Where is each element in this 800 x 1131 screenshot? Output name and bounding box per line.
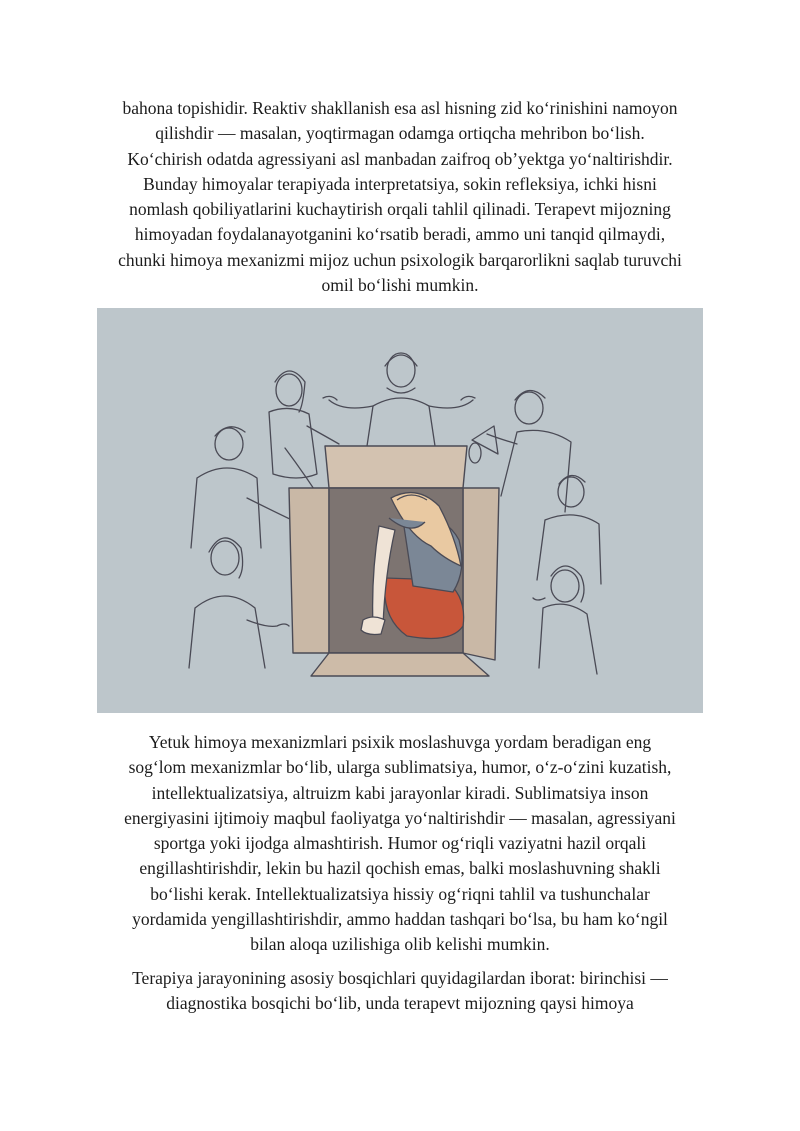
text-line: bilan aloqa uzilishiga olib kelishi mumkin. [250,934,550,955]
text-line: qilishdir — masalan, yoqtirmagan odamga ortiqcha mehribon bo‘lish. [155,123,645,144]
text-line: yordamida yengillashtirishdir, ammo haddan tashqari bo‘lsa, bu ham ko‘ngil [132,909,668,930]
text-line: chunki himoya mexanizmi mijoz uchun psixologik barqarorlikni saqlab turuvchi [118,249,682,270]
illustration-svg [97,308,703,713]
text-line: bo‘lishi kerak. Intellektualizatsiya hissiy og‘riqni tahlil va tushunchalar [150,883,650,904]
text-line: nomlash qobiliyatlarini kuchaytirish orqali tahlil qilinadi. Terapevt mijozning [129,199,671,220]
text-line: Bunday himoyalar terapiyada interpretatsiya, sokin refleksiya, ichki hisni [143,173,657,194]
text-line: sog‘lom mexanizmlar bo‘lib, ularga sublimatsiya, humor, o‘z-o‘zini kuzatish, [128,757,672,778]
paragraph-mature-defenses [96,730,704,958]
paragraph-defense-interpretation [96,96,704,298]
illustration-girl-in-box [97,308,703,713]
text-line: himoyadan foydalanayotganini ko‘rsatib beradi, ammo uni tanqid qilmaydi, [134,224,666,245]
text-line: diagnostika bosqichi bo‘lib, unda terapevt mijozning qaysi himoya [166,993,634,1014]
text-line: sportga yoki ijodga almashtirish. Humor og‘riqli vaziyatni hazil orqali [153,833,647,854]
text-line: omil bo‘lishi mumkin. [321,275,479,296]
text-line: Terapiya jarayonining asosiy bosqichlari quyidagilardan iborat: birinchisi — [132,968,668,988]
text-line: Yetuk himoya mexanizmlari psixik moslashuvga yordam beradigan eng [148,732,652,752]
text-line: Ko‘chirish odatda agressiyani asl manbadan zaifroq ob’yektga yo‘naltirishdir. [127,148,673,169]
text-line: energiyasini ijtimoiy maqbul faoliyatga yo‘naltirishdir — masalan, agressiyani [124,807,676,828]
text-line: engillashtirishdir, lekin bu hazil qochish emas, balki moslashuvning shakli [139,858,661,879]
text-line: intellektualizatsiya, altruizm kabi jarayonlar kiradi. Sublimatsiya inson [151,782,649,803]
text-line: bahona topishidir. Reaktiv shakllanish esa asl hisning zid ko‘rinishini namoyon [122,98,678,118]
paragraph-therapy-stages [96,966,704,1017]
